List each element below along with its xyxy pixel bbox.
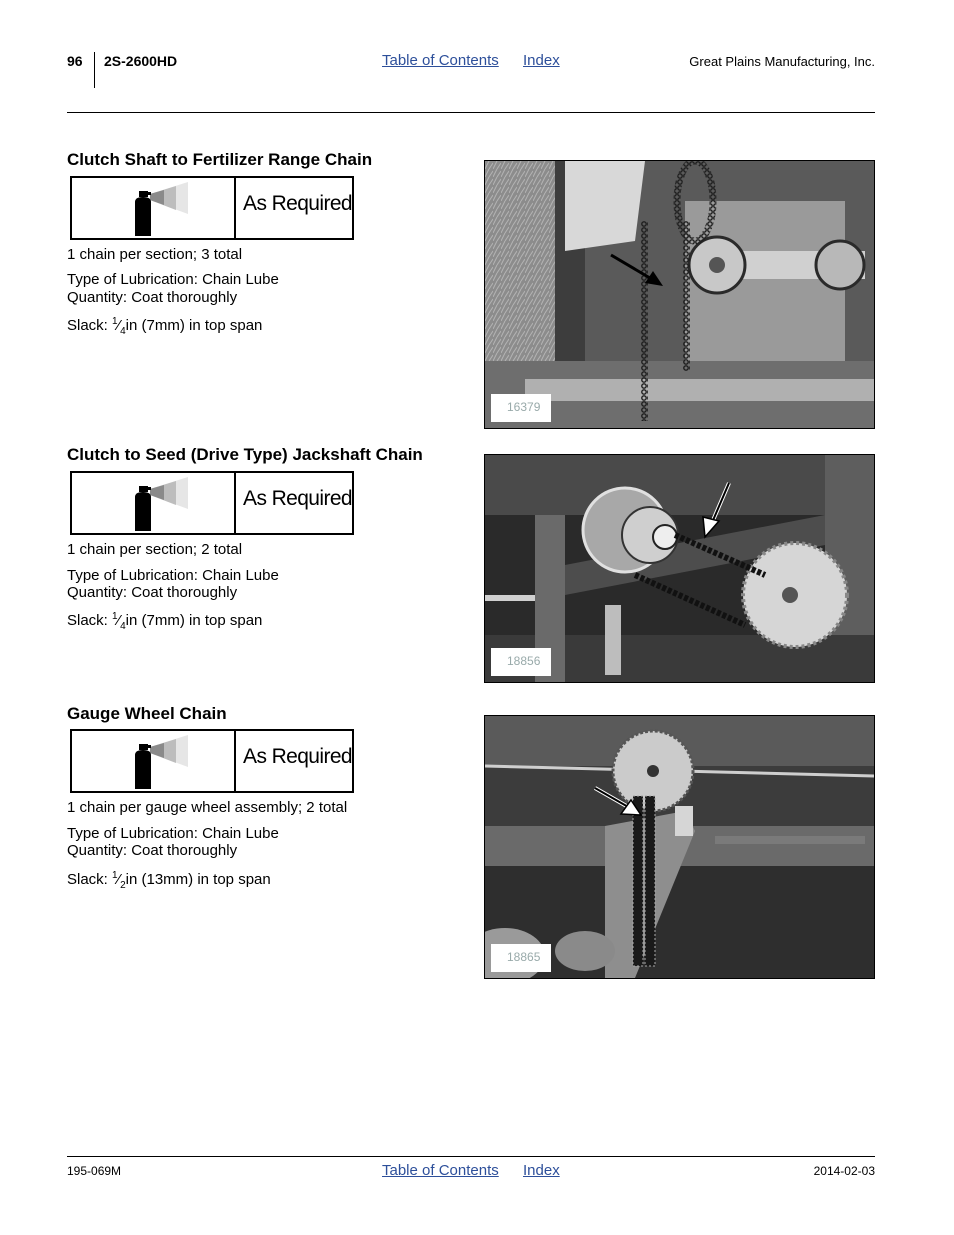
photo-jackshaft-chain [484,454,875,683]
footer-index-link[interactable]: Index [523,1162,560,1179]
publish-date: 2014-02-03 [813,1164,875,1178]
interval-label: As Required [243,745,352,768]
lube-type: Type of Lubrication: Chain Lube [67,825,279,842]
interval-label: As Required [243,192,352,215]
header-rule [67,112,875,113]
section-title-jackshaft-chain: Clutch to Seed (Drive Type) Jackshaft Chain [67,445,423,464]
header-toc-link[interactable]: Table of Contents [382,52,499,69]
chain-slack: Slack: $^1⁄_4in$ (7mm) in top span [67,611,263,632]
chain-slack: Slack: $^1⁄_4in$ (7mm) in top span [67,316,263,337]
header-divider [94,52,95,88]
lube-quantity: Quantity: Coat thoroughly [67,842,238,859]
spray-can-icon [72,473,236,533]
lube-quantity: Quantity: Coat thoroughly [67,289,238,306]
chain-count: 1 chain per section; 2 total [67,541,243,558]
header-index-link[interactable]: Index [523,52,560,69]
company-name: Great Plains Manufacturing, Inc. [689,54,875,69]
page-number: 96 [67,53,83,69]
lube-interval-box [70,729,354,793]
doc-number: 195-069M [67,1164,122,1178]
chain-slack: Slack: $^1⁄_2in$ (13mm) in top span [67,870,271,891]
spray-can-icon [72,731,236,791]
lube-quantity: Quantity: Coat thoroughly [67,584,238,601]
spray-can-icon [72,178,236,238]
photo-id: 16379 [491,394,551,422]
interval-label: As Required [243,487,352,510]
model-name: 2S-2600HD [104,53,178,69]
section-title-gauge-wheel-chain: Gauge Wheel Chain [67,704,227,723]
chain-count: 1 chain per gauge wheel assembly; 2 total [67,799,348,816]
footer-rule [67,1156,875,1157]
lube-type: Type of Lubrication: Chain Lube [67,567,279,584]
section-title-fertilizer-chain: Clutch Shaft to Fertilizer Range Chain [67,150,373,169]
photo-id: 18865 [491,944,551,972]
footer-toc-link[interactable]: Table of Contents [382,1162,499,1179]
lube-interval-box [70,176,354,240]
photo-gauge-wheel-chain [484,715,875,979]
chain-count: 1 chain per section; 3 total [67,246,243,263]
photo-fertilizer-chain [484,160,875,429]
lube-type: Type of Lubrication: Chain Lube [67,271,279,288]
photo-id: 18856 [491,648,551,676]
lube-interval-box [70,471,354,535]
